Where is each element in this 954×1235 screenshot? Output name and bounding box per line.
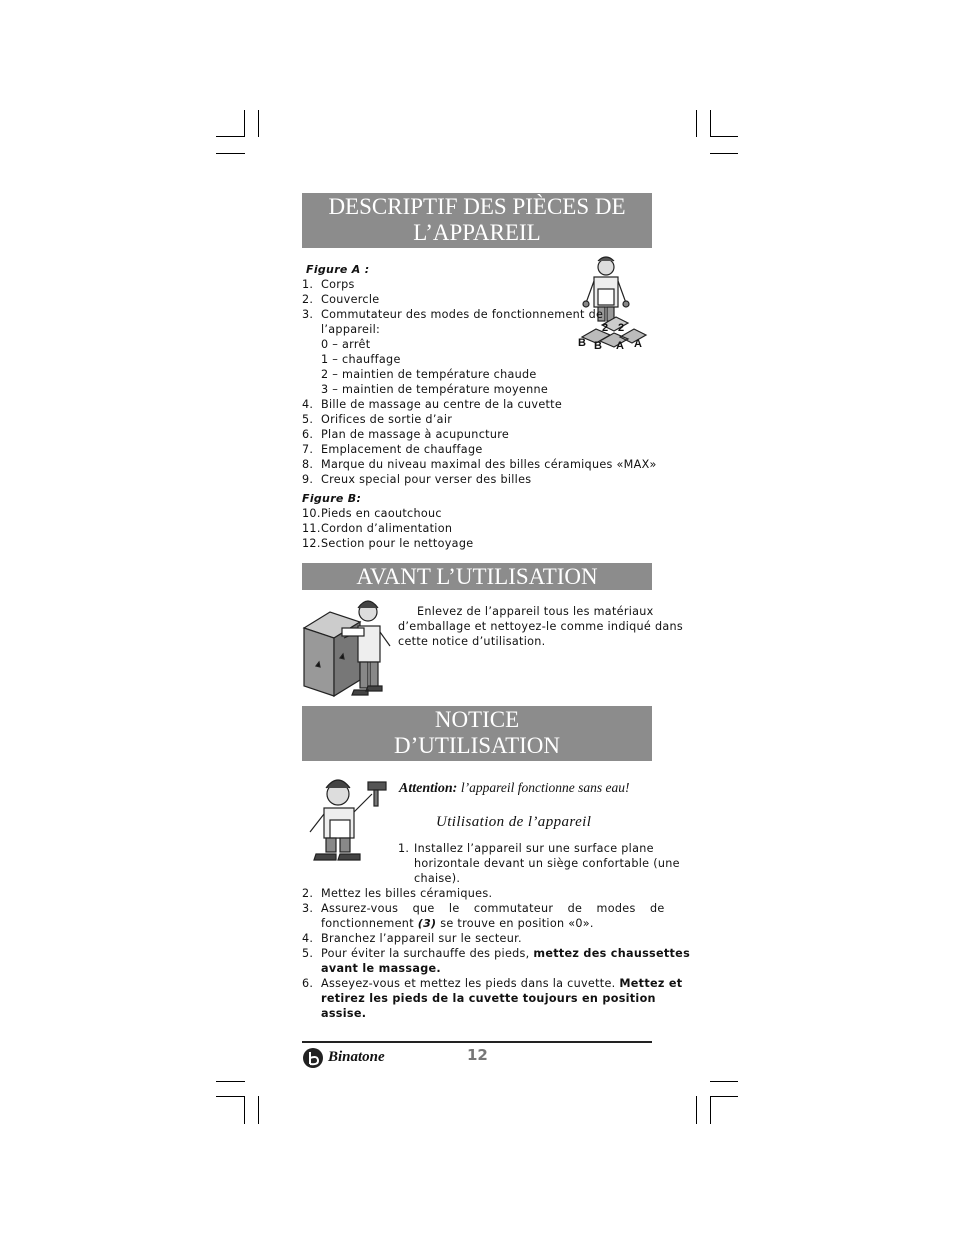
list-item: 3 – maintien de température moyenne <box>321 383 549 396</box>
step-6-cont: retirez les pieds de la cuvette toujours en position <box>321 992 656 1005</box>
crop-mark <box>258 1096 259 1124</box>
man-with-box-illustration <box>302 598 398 702</box>
paragraph-line: d’emballage et nettoyez-le comme indiqué dans <box>398 620 684 633</box>
crop-mark <box>216 1081 245 1082</box>
step-5: 5. Pour éviter la surchauffe des pieds, mettez des chaussettes <box>302 947 691 960</box>
list-item: 5. Orifices de sortie d’air <box>302 413 453 426</box>
section-title-notice <box>302 706 652 761</box>
title-line: NOTICE <box>434 707 520 732</box>
list-item: 1. Corps <box>302 278 355 291</box>
attention-text: l’appareil fonctionne sans eau! <box>460 780 630 795</box>
list-item: 9. Creux special pour verser des billes <box>302 473 532 486</box>
crop-mark <box>710 1096 738 1097</box>
crop-mark <box>710 110 711 137</box>
man-with-hammer-illustration <box>302 776 398 866</box>
avant-paragraph <box>398 604 684 652</box>
step-3: 3. Assurez-vous que le commutateur de modes de <box>302 902 665 915</box>
crop-mark <box>710 1081 738 1082</box>
crop-mark <box>258 110 259 137</box>
crop-mark <box>216 153 245 154</box>
step-2: 2. Mettez les billes céramiques. <box>302 887 493 900</box>
usage-subtitle: Utilisation de l’appareil <box>436 814 592 830</box>
title-line: L’APPAREIL <box>413 220 541 245</box>
list-item: 11.Cordon d’alimentation <box>302 522 453 535</box>
crop-mark <box>710 153 738 154</box>
paragraph-line: Enlevez de l’appareil tous les matériaux <box>417 605 654 618</box>
list-item: l’appareil: <box>321 323 381 336</box>
footer-rule <box>302 1041 652 1043</box>
brand-name: Binatone <box>328 1049 385 1065</box>
crop-mark <box>696 1096 697 1124</box>
figure-a-label: Figure A : <box>306 263 370 276</box>
block-letter: B <box>594 340 602 352</box>
title-line: AVANT L’UTILISATION <box>356 564 598 589</box>
section-title-descriptif <box>302 193 652 248</box>
list-item: 8. Marque du niveau maximal des billes céramiques «MAX» <box>302 458 657 471</box>
step-3-cont: fonctionnement (3) se trouve en position «0». <box>321 917 594 930</box>
step-6: 6. Asseyez-vous et mettez les pieds dans la cuvette. Mettez et <box>302 977 683 990</box>
title-line: DESCRIPTIF DES PIÈCES DE <box>328 194 626 219</box>
crop-mark <box>244 1096 245 1124</box>
title-line: D’UTILISATION <box>393 733 561 758</box>
attention-label: Attention: <box>399 781 458 796</box>
block-letter: 2 <box>602 322 609 334</box>
step-line: Installez l’appareil sur une surface plane <box>414 842 654 855</box>
section-title-avant <box>302 563 652 590</box>
step-6-cont: assise. <box>321 1007 367 1020</box>
step-number: 1. <box>398 842 410 855</box>
crop-mark <box>216 136 245 137</box>
list-item: 2. Couvercle <box>302 293 380 306</box>
list-item: 7. Emplacement de chauffage <box>302 443 483 456</box>
crop-mark <box>216 1096 245 1097</box>
step-line: horizontale devant un siège confortable (une <box>414 857 680 870</box>
list-item: 1 – chauffage <box>321 353 401 366</box>
steps-list <box>302 886 691 1022</box>
list-item: 3. Commutateur des modes de fonctionnement de <box>302 308 604 321</box>
list-item: 2 – maintien de température chaude <box>321 368 537 381</box>
figure-b-label: Figure B: <box>302 492 362 505</box>
step-1 <box>398 841 680 887</box>
attention-note <box>399 779 629 798</box>
paragraph-line: cette notice d’utilisation. <box>398 635 546 648</box>
parts-list <box>302 262 657 552</box>
block-letter: 2 <box>618 322 625 334</box>
list-item: 6. Plan de massage à acupuncture <box>302 428 510 441</box>
crop-mark <box>244 110 245 137</box>
list-item: 12.Section pour le nettoyage <box>302 537 474 550</box>
block-letter: B <box>578 337 586 349</box>
list-item: 0 – arrêt <box>321 338 371 351</box>
step-4: 4. Branchez l’appareil sur le secteur. <box>302 932 522 945</box>
list-item: 10.Pieds en caoutchouc <box>302 507 442 520</box>
step-5-cont: avant le massage. <box>321 962 441 975</box>
block-letter: A <box>634 338 642 350</box>
binatone-logo-icon <box>302 1047 328 1069</box>
block-letter: A <box>616 340 624 352</box>
crop-mark <box>710 136 738 137</box>
step-line: chaise). <box>414 872 461 885</box>
crop-mark <box>696 110 697 137</box>
crop-mark <box>710 1096 711 1124</box>
list-item: 4. Bille de massage au centre de la cuvette <box>302 398 563 411</box>
page-number: 12 <box>467 1046 488 1064</box>
